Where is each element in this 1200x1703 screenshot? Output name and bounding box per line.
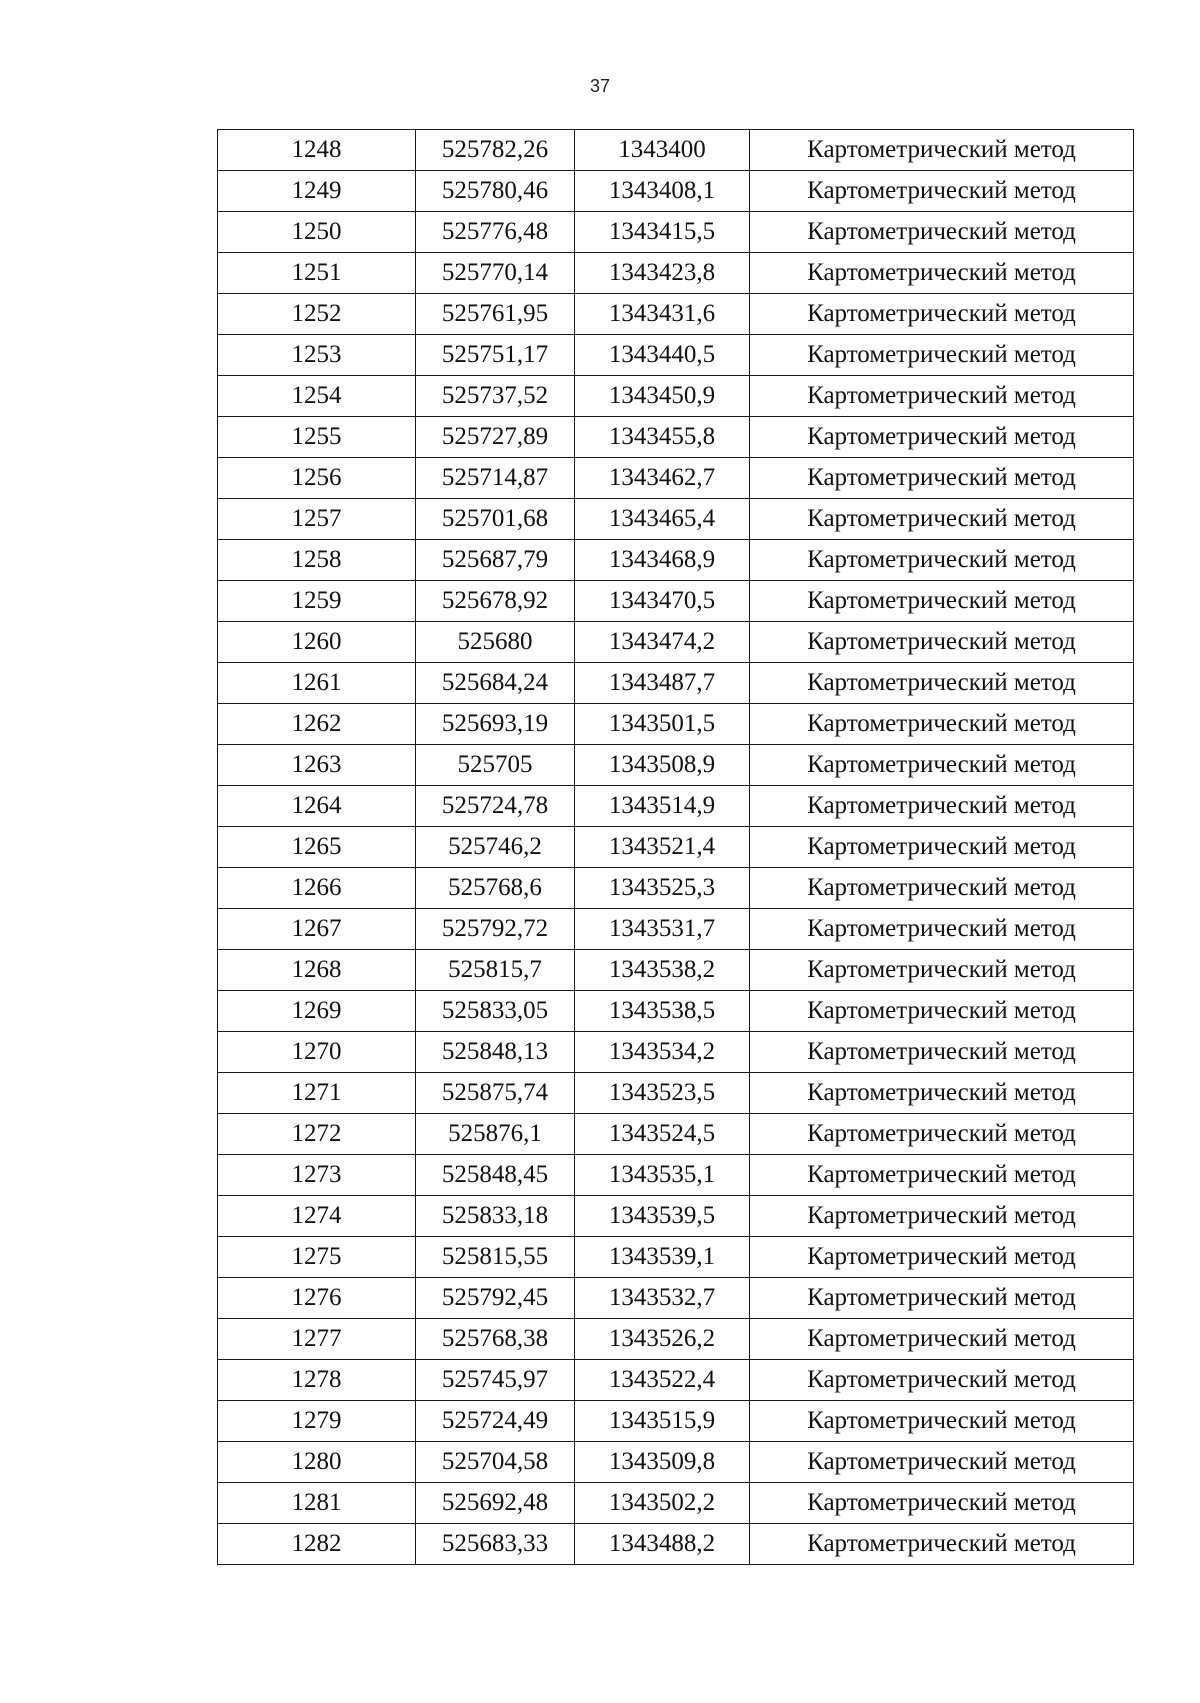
table-body	[218, 130, 1134, 1565]
y-coordinate-cell: 1343450,9	[575, 376, 750, 417]
point-number-cell: 1282	[218, 1524, 416, 1565]
y-coordinate-cell: 1343465,4	[575, 499, 750, 540]
table-row	[218, 130, 1134, 171]
x-coordinate-cell: 525848,45	[416, 1155, 575, 1196]
point-number-cell: 1256	[218, 458, 416, 499]
point-number-cell: 1259	[218, 581, 416, 622]
point-number-cell: 1252	[218, 294, 416, 335]
point-number-cell: 1258	[218, 540, 416, 581]
table-row	[218, 499, 1134, 540]
table-row	[218, 868, 1134, 909]
table-row	[218, 1155, 1134, 1196]
y-coordinate-cell: 1343400	[575, 130, 750, 171]
point-number-cell: 1261	[218, 663, 416, 704]
y-coordinate-cell: 1343535,1	[575, 1155, 750, 1196]
method-cell: Картометрический метод	[750, 663, 1134, 704]
method-cell: Картометрический метод	[750, 253, 1134, 294]
method-cell: Картометрический метод	[750, 868, 1134, 909]
x-coordinate-cell: 525833,05	[416, 991, 575, 1032]
x-coordinate-cell: 525768,6	[416, 868, 575, 909]
x-coordinate-cell: 525761,95	[416, 294, 575, 335]
point-number-cell: 1266	[218, 868, 416, 909]
table-row	[218, 1524, 1134, 1565]
table-row	[218, 1196, 1134, 1237]
x-coordinate-cell: 525684,24	[416, 663, 575, 704]
y-coordinate-cell: 1343415,5	[575, 212, 750, 253]
y-coordinate-cell: 1343531,7	[575, 909, 750, 950]
y-coordinate-cell: 1343539,5	[575, 1196, 750, 1237]
method-cell: Картометрический метод	[750, 458, 1134, 499]
point-number-cell: 1276	[218, 1278, 416, 1319]
y-coordinate-cell: 1343474,2	[575, 622, 750, 663]
point-number-cell: 1257	[218, 499, 416, 540]
point-number-cell: 1253	[218, 335, 416, 376]
method-cell: Картометрический метод	[750, 540, 1134, 581]
point-number-cell: 1274	[218, 1196, 416, 1237]
method-cell: Картометрический метод	[750, 1442, 1134, 1483]
x-coordinate-cell: 525745,97	[416, 1360, 575, 1401]
x-coordinate-cell: 525701,68	[416, 499, 575, 540]
method-cell: Картометрический метод	[750, 212, 1134, 253]
point-number-cell: 1268	[218, 950, 416, 991]
x-coordinate-cell: 525792,45	[416, 1278, 575, 1319]
point-number-cell: 1270	[218, 1032, 416, 1073]
point-number-cell: 1273	[218, 1155, 416, 1196]
x-coordinate-cell: 525705	[416, 745, 575, 786]
x-coordinate-cell: 525815,55	[416, 1237, 575, 1278]
x-coordinate-cell: 525680	[416, 622, 575, 663]
page-number: 37	[589, 76, 611, 96]
x-coordinate-cell: 525724,49	[416, 1401, 575, 1442]
point-number-cell: 1263	[218, 745, 416, 786]
method-cell: Картометрический метод	[750, 376, 1134, 417]
x-coordinate-cell: 525737,52	[416, 376, 575, 417]
table-row	[218, 417, 1134, 458]
point-number-cell: 1264	[218, 786, 416, 827]
point-number-cell: 1271	[218, 1073, 416, 1114]
table-row	[218, 704, 1134, 745]
point-number-cell: 1272	[218, 1114, 416, 1155]
point-number-cell: 1279	[218, 1401, 416, 1442]
point-number-cell: 1278	[218, 1360, 416, 1401]
y-coordinate-cell: 1343468,9	[575, 540, 750, 581]
table-row	[218, 1401, 1134, 1442]
method-cell: Картометрический метод	[750, 1073, 1134, 1114]
table-row	[218, 1237, 1134, 1278]
table-row	[218, 458, 1134, 499]
y-coordinate-cell: 1343487,7	[575, 663, 750, 704]
table-row	[218, 376, 1134, 417]
table-row	[218, 212, 1134, 253]
table-row	[218, 294, 1134, 335]
x-coordinate-cell: 525776,48	[416, 212, 575, 253]
method-cell: Картометрический метод	[750, 745, 1134, 786]
x-coordinate-cell: 525770,14	[416, 253, 575, 294]
x-coordinate-cell: 525782,26	[416, 130, 575, 171]
method-cell: Картометрический метод	[750, 827, 1134, 868]
method-cell: Картометрический метод	[750, 1360, 1134, 1401]
x-coordinate-cell: 525678,92	[416, 581, 575, 622]
method-cell: Картометрический метод	[750, 786, 1134, 827]
method-cell: Картометрический метод	[750, 294, 1134, 335]
x-coordinate-cell: 525724,78	[416, 786, 575, 827]
point-number-cell: 1262	[218, 704, 416, 745]
point-number-cell: 1251	[218, 253, 416, 294]
table-row	[218, 1360, 1134, 1401]
x-coordinate-cell: 525704,58	[416, 1442, 575, 1483]
table-row	[218, 1319, 1134, 1360]
table-row	[218, 581, 1134, 622]
table-row	[218, 1278, 1134, 1319]
table-row	[218, 171, 1134, 212]
y-coordinate-cell: 1343509,8	[575, 1442, 750, 1483]
y-coordinate-cell: 1343514,9	[575, 786, 750, 827]
y-coordinate-cell: 1343408,1	[575, 171, 750, 212]
table-row	[218, 1483, 1134, 1524]
method-cell: Картометрический метод	[750, 1032, 1134, 1073]
method-cell: Картометрический метод	[750, 950, 1134, 991]
x-coordinate-cell: 525746,2	[416, 827, 575, 868]
y-coordinate-cell: 1343523,5	[575, 1073, 750, 1114]
method-cell: Картометрический метод	[750, 1319, 1134, 1360]
y-coordinate-cell: 1343462,7	[575, 458, 750, 499]
y-coordinate-cell: 1343525,3	[575, 868, 750, 909]
x-coordinate-cell: 525768,38	[416, 1319, 575, 1360]
y-coordinate-cell: 1343470,5	[575, 581, 750, 622]
x-coordinate-cell: 525687,79	[416, 540, 575, 581]
y-coordinate-cell: 1343515,9	[575, 1401, 750, 1442]
table-row	[218, 950, 1134, 991]
point-number-cell: 1265	[218, 827, 416, 868]
y-coordinate-cell: 1343526,2	[575, 1319, 750, 1360]
point-number-cell: 1255	[218, 417, 416, 458]
table-row	[218, 786, 1134, 827]
x-coordinate-cell: 525693,19	[416, 704, 575, 745]
x-coordinate-cell: 525833,18	[416, 1196, 575, 1237]
table-row	[218, 1114, 1134, 1155]
point-number-cell: 1281	[218, 1483, 416, 1524]
table-row	[218, 745, 1134, 786]
method-cell: Картометрический метод	[750, 704, 1134, 745]
method-cell: Картометрический метод	[750, 909, 1134, 950]
y-coordinate-cell: 1343534,2	[575, 1032, 750, 1073]
method-cell: Картометрический метод	[750, 499, 1134, 540]
y-coordinate-cell: 1343502,2	[575, 1483, 750, 1524]
table-row	[218, 1073, 1134, 1114]
method-cell: Картометрический метод	[750, 335, 1134, 376]
method-cell: Картометрический метод	[750, 991, 1134, 1032]
table-row	[218, 663, 1134, 704]
table-row	[218, 253, 1134, 294]
method-cell: Картометрический метод	[750, 171, 1134, 212]
coordinates-table	[217, 129, 1134, 1565]
point-number-cell: 1267	[218, 909, 416, 950]
x-coordinate-cell: 525692,48	[416, 1483, 575, 1524]
y-coordinate-cell: 1343532,7	[575, 1278, 750, 1319]
method-cell: Картометрический метод	[750, 1196, 1134, 1237]
method-cell: Картометрический метод	[750, 1237, 1134, 1278]
table-row	[218, 827, 1134, 868]
method-cell: Картометрический метод	[750, 622, 1134, 663]
y-coordinate-cell: 1343455,8	[575, 417, 750, 458]
y-coordinate-cell: 1343440,5	[575, 335, 750, 376]
x-coordinate-cell: 525683,33	[416, 1524, 575, 1565]
table-row	[218, 1032, 1134, 1073]
x-coordinate-cell: 525876,1	[416, 1114, 575, 1155]
y-coordinate-cell: 1343524,5	[575, 1114, 750, 1155]
point-number-cell: 1254	[218, 376, 416, 417]
x-coordinate-cell: 525714,87	[416, 458, 575, 499]
table-row	[218, 991, 1134, 1032]
table-row	[218, 540, 1134, 581]
method-cell: Картометрический метод	[750, 1278, 1134, 1319]
method-cell: Картометрический метод	[750, 1114, 1134, 1155]
x-coordinate-cell: 525751,17	[416, 335, 575, 376]
table-row	[218, 622, 1134, 663]
x-coordinate-cell: 525815,7	[416, 950, 575, 991]
y-coordinate-cell: 1343539,1	[575, 1237, 750, 1278]
method-cell: Картометрический метод	[750, 581, 1134, 622]
point-number-cell: 1269	[218, 991, 416, 1032]
y-coordinate-cell: 1343423,8	[575, 253, 750, 294]
method-cell: Картометрический метод	[750, 1483, 1134, 1524]
x-coordinate-cell: 525780,46	[416, 171, 575, 212]
y-coordinate-cell: 1343521,4	[575, 827, 750, 868]
table-row	[218, 909, 1134, 950]
table-row	[218, 1442, 1134, 1483]
y-coordinate-cell: 1343508,9	[575, 745, 750, 786]
method-cell: Картометрический метод	[750, 1401, 1134, 1442]
y-coordinate-cell: 1343538,5	[575, 991, 750, 1032]
point-number-cell: 1260	[218, 622, 416, 663]
x-coordinate-cell: 525848,13	[416, 1032, 575, 1073]
point-number-cell: 1277	[218, 1319, 416, 1360]
point-number-cell: 1250	[218, 212, 416, 253]
y-coordinate-cell: 1343538,2	[575, 950, 750, 991]
x-coordinate-cell: 525792,72	[416, 909, 575, 950]
y-coordinate-cell: 1343522,4	[575, 1360, 750, 1401]
point-number-cell: 1275	[218, 1237, 416, 1278]
y-coordinate-cell: 1343431,6	[575, 294, 750, 335]
point-number-cell: 1248	[218, 130, 416, 171]
y-coordinate-cell: 1343501,5	[575, 704, 750, 745]
method-cell: Картометрический метод	[750, 417, 1134, 458]
x-coordinate-cell: 525727,89	[416, 417, 575, 458]
method-cell: Картометрический метод	[750, 1524, 1134, 1565]
y-coordinate-cell: 1343488,2	[575, 1524, 750, 1565]
method-cell: Картометрический метод	[750, 1155, 1134, 1196]
method-cell: Картометрический метод	[750, 130, 1134, 171]
table-row	[218, 335, 1134, 376]
x-coordinate-cell: 525875,74	[416, 1073, 575, 1114]
point-number-cell: 1249	[218, 171, 416, 212]
point-number-cell: 1280	[218, 1442, 416, 1483]
